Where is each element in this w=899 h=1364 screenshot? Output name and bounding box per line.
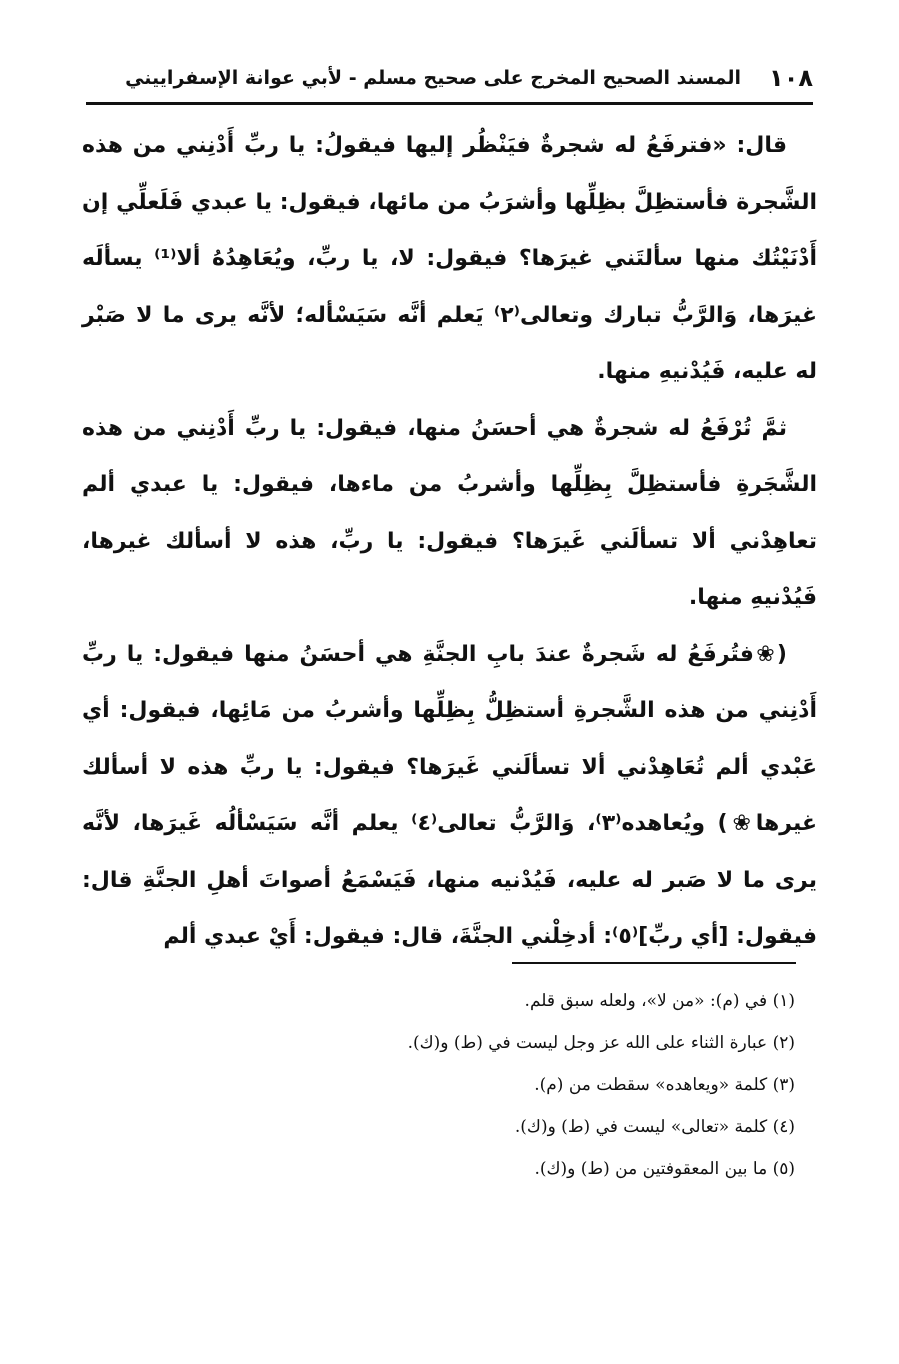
page-header bbox=[86, 58, 813, 98]
paragraph: ثمَّ تُرْفَعُ له شجرةٌ هي أحسَنُ منها، فيقول: يا ربِّ أَدْنِني من هذه الشَّجَرةِ فأستظِلَّ بِظِلِّها وأشربُ من ماءها، فيقول: يا عبدي ألم تعاهِدْني ألا تسألَني غَيرَها؟ فيقول: يا ربِّ، هذه لا أسألك غيرها، فَيُدْنيهِ منها. bbox=[82, 415, 817, 610]
page-number: ١٠٨ bbox=[769, 64, 813, 92]
footnote: (٥) ما بين المعقوفتين من (ط) و(ك). bbox=[534, 1159, 795, 1179]
footnote: (٣) كلمة «ويعاهده» سقطت من (م). bbox=[534, 1075, 795, 1095]
footnote: (٤) كلمة «تعالى» ليست في (ط) و(ك). bbox=[514, 1117, 795, 1137]
footnote-divider bbox=[512, 962, 796, 964]
main-text bbox=[82, 118, 817, 966]
footnotes bbox=[82, 980, 795, 1190]
paragraph: (❀فتُرفَعُ له شَجرةٌ عندَ بابِ الجنَّةِ هي أحسَنُ منها فيقول: يا ربِّ أَدْنِني من هذه الشَّجرةِ أستظِلُّ بِظِلِّها وأشربُ من مَائِها، فيقول: أي عَبْدي ألم تُعَاهِدْني ألا تسألَني غَيرَها؟ فيقول: يا ربِّ هذه لا أسألك غيرها❀) ويُعاهده⁽٣⁾، وَالرَّبُّ تعالى⁽٤⁾ يعلم أنَّه سَيَسْألُه غَيرَها، لأنَّه يرى ما لا صَبر له عليه، فَيُدْنيه منها، فَيَسْمَعُ أصواتَ أهلِ الجنَّةِ قال: فيقول: [أي ربِّ]⁽٥⁾: أدخِلْني الجنَّةَ، قال: فيقول: أَيْ عبدي ألم bbox=[82, 641, 817, 949]
footnote: (٢) عبارة الثناء على الله عز وجل ليست في (ط) و(ك). bbox=[407, 1033, 795, 1053]
header-divider bbox=[86, 102, 813, 105]
running-title: المسند الصحيح المخرج على صحيح مسلم - لأبي عوانة الإسفراييني bbox=[125, 67, 742, 89]
paragraph: قال: «فترفَعُ له شجرةٌ فيَنْظُر إليها فيقولُ: يا ربِّ أَدْنِني من هذه الشَّجرة فأستظِلَّ بظِلِّها وأشرَبُ من مائها، فيقول: يا عبدي فَلَعلِّي إن أَدْنَيْتُك منها سألتَني غيرَها؟ فيقول: لا، يا ربِّ، ويُعَاهِدُهُ ألا⁽¹⁾ يسألَه غيرَها، وَالرَّبُّ تبارك وتعالى⁽٢⁾ يَعلم أنَّه سَيَسْأله؛ لأنَّه يرى ما لا صَبْر له عليه، فَيُدْنيهِ منها. bbox=[82, 133, 817, 384]
footnote: (١) في (م): «من لا»، ولعله سبق قلم. bbox=[524, 991, 795, 1011]
